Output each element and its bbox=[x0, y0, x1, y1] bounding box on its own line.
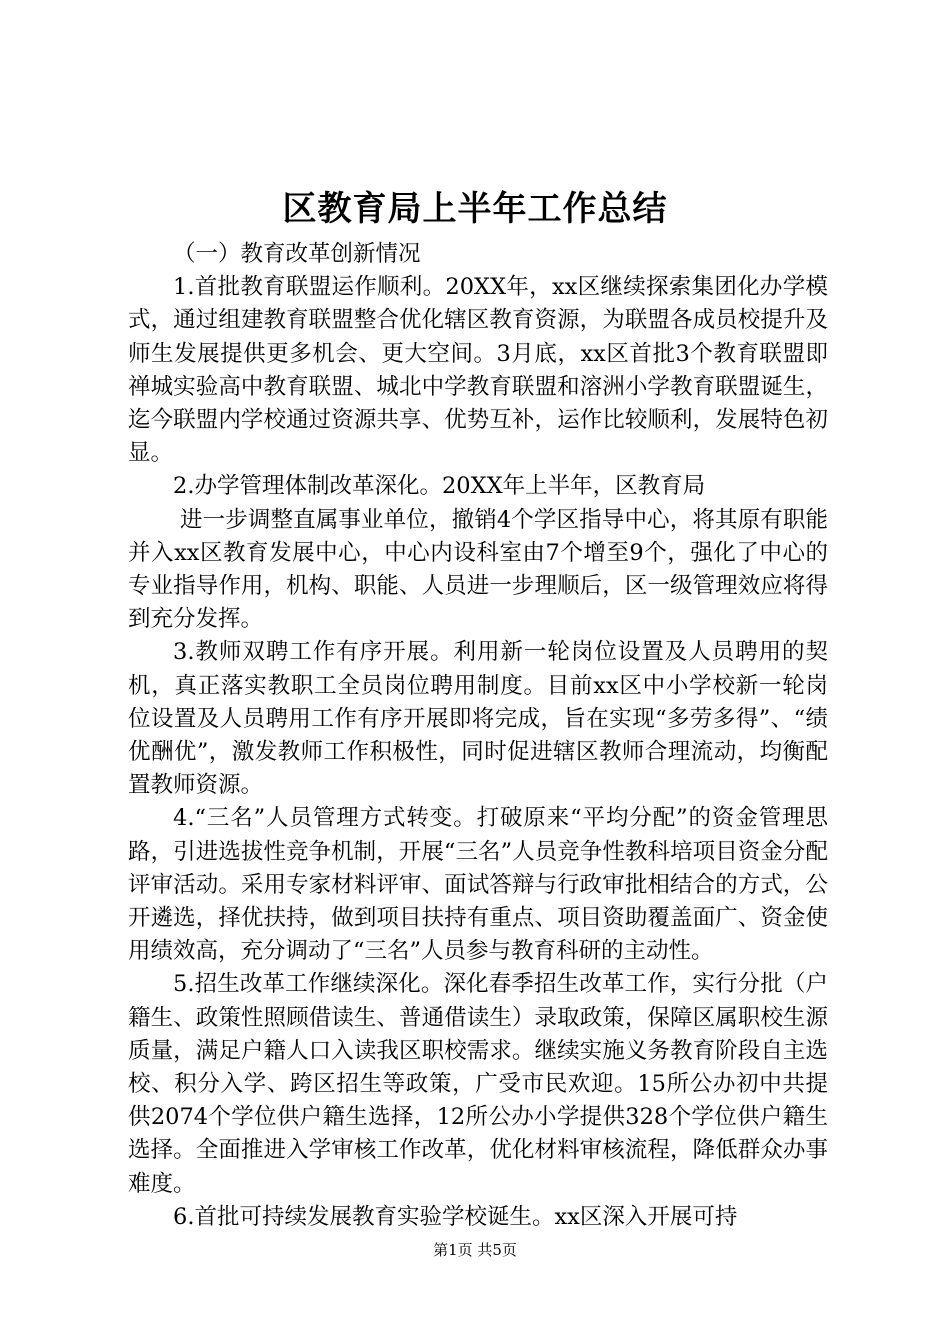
section-heading: （一）教育改革创新情况 bbox=[173, 241, 421, 267]
paragraph-alliance: 1.首批教育联盟运作顺利。20XX年，xx区继续探索集团化办学模式，通过组建教育联盟整合优化辖区教育资源，为联盟各成员校提升及师生发展提供更多机会、更大空间。3月底，xx区首批3个教育联盟即禅城实验高中教育联盟、城北中学教育联盟和溶洲小学教育联盟诞生，迄今联盟内学校通过资源共享、优势互补，运作比较顺利，发展特色初显。 bbox=[128, 274, 828, 467]
paragraph-enrollment-reform: 5.招生改革工作继续深化。深化春季招生改革工作，实行分批（户籍生、政策性照顾借读生、普通借读生）录取政策，保障区属职校生源质量，满足户籍人口入读我区职校需求。继续实施义务教育阶段自主选校、积分入学、跨区招生等政策，广受市民欢迎。15所公办初中共提供2074个学位供户籍生选择，12所公办小学提供328个学位供户籍生选择。全面推进入学审核工作改革，优化材料审核流程，降低群众办事难度。 bbox=[128, 971, 828, 1197]
paragraph-sustainable-schools: 6.首批可持续发展教育实验学校诞生。xx区深入开展可持 bbox=[173, 1203, 738, 1230]
paragraph-three-names: 4.“三名”人员管理方式转变。打破原来“平均分配”的资金管理思路，引进选拔性竞争机制，开展“三名”人员竞争性教科培项目资金分配评审活动。采用专家材料评审、面试答辩与行政审批相结合的方式，公开遴选，择优扶持，做到项目扶持有重点、项目资助覆盖面广、资金使用绩效高，充分调动了“三名”人员参与教育科研的主动性。 bbox=[128, 805, 828, 965]
paragraph-management-reform-continued: 进一步调整直属事业单位，撤销4个学区指导中心，将其原有职能并入xx区教育发展中心，中心内设科室由7个增至9个，强化了中心的专业指导作用，机构、职能、人员进一步理顺后，区一级管理效应将得到充分发挥。 bbox=[128, 506, 828, 633]
paragraph-teacher-hiring: 3.教师双聘工作有序开展。利用新一轮岗位设置及人员聘用的契机，真正落实教职工全员岗位聘用制度。目前xx区中小学校新一轮岗位设置及人员聘用工作有序开展即将完成，旨在实现“多劳多得”、“绩优酬优”，激发教师工作积极性，同时促进辖区教师合理流动，均衡配置教师资源。 bbox=[128, 639, 828, 799]
document-body bbox=[128, 238, 828, 1234]
paragraph-management-reform: 2.办学管理体制改革深化。20XX年上半年，区教育局 bbox=[173, 473, 706, 500]
page-indicator: 第1页 共5页 bbox=[433, 1241, 517, 1259]
document-title: 区教育局上半年工作总结 bbox=[282, 189, 668, 229]
